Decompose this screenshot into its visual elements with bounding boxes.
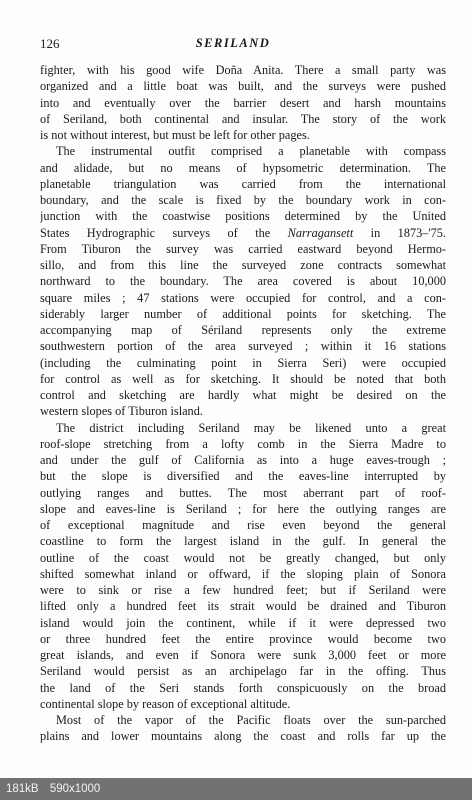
page-header xyxy=(22,36,444,54)
page-number: 126 xyxy=(40,36,60,51)
text-line: (including the culminating point in Sierra Seri) were occupied xyxy=(40,355,446,370)
text-line: of Seriland, both continental and insular. The story of the work xyxy=(40,111,446,126)
text-line: square miles ; 47 stations were occupied for control, and a con- xyxy=(40,290,446,305)
text-line: planetable triangulation was carried from the international xyxy=(40,176,446,191)
text-line: siderably larger number of additional points for sketching. The xyxy=(40,306,446,321)
text-line: organized and a little boat was built, and the surveys were pushed xyxy=(40,79,446,94)
text-line: sillo, and from this line the surveyed zone contracts somewhat xyxy=(40,258,446,272)
text-line: plains and lower mountains along the coast and rolls far up the xyxy=(40,729,446,744)
text-line: coastline to form the largest island in the gulf. In general the xyxy=(40,534,446,549)
text-line: The instrumental outfit comprised a planetable with compass xyxy=(56,144,446,159)
text-line: and alidade, but no means of hypsometric determination. The xyxy=(40,160,446,175)
body-text xyxy=(40,62,446,745)
text-line: for control as well as for sketching. It should be noted that both xyxy=(40,371,446,386)
text-line: Most of the vapor of the Pacific floats over the sun-parched xyxy=(56,713,446,727)
text-line: of exceptional magnitude and rise even beyond the general xyxy=(40,518,446,532)
text-line: great islands, and even if Sonora were sunk 3,000 feet or more xyxy=(40,648,446,662)
text-line: The district including Seriland may be likened unto a great xyxy=(56,420,446,435)
text-line: continental slope by reason of exceptional altitude. xyxy=(40,696,291,711)
text-line: control and sketching are hardly what might be desired on the xyxy=(40,388,446,402)
text-line: is not without interest, but must be left for other pages. xyxy=(40,128,310,142)
text-line: the land of the Seri stands forth conspicuously on the broad xyxy=(40,680,446,695)
text-line: slope and eaves-line is Seriland ; for here the outlying ranges are xyxy=(40,501,446,516)
text-line: lifted only a hundred feet its strait would be drained and Tiburon xyxy=(40,599,446,614)
text-line: southwestern portion of the area surveyed ; within it 16 stations xyxy=(40,339,446,354)
text-line: but the slope is diversified and the eaves-line interrupted by xyxy=(40,469,446,484)
text-line: were to sink or rise a few hundred feet; but if Seriland were xyxy=(40,583,446,597)
text-line: and under the gulf of California as into a huge eaves-trough ; xyxy=(40,453,446,467)
text-line: western slopes of Tiburon island. xyxy=(40,404,203,419)
text-line: roof-slope stretching from a lofty comb in the Sierra Madre to xyxy=(40,436,446,451)
running-title: SERILAND xyxy=(195,36,271,50)
text-line: fighter, with his good wife Doña Anita. There a small party was xyxy=(40,63,446,77)
text-line: outline of the coast would not be greatly changed, but only xyxy=(40,550,446,565)
image-dimensions: 590x1000 xyxy=(49,783,101,795)
text-line: northward to the boundary. The area covered is about 10,000 xyxy=(40,274,446,289)
text-line: shifted somewhat inland or offward, if the sloping plain of Sonora xyxy=(40,566,446,581)
text-line: accompanying map of Sériland represents only the extreme xyxy=(40,323,446,337)
text-line: Seriland would persist as an archipelago far in the offing. Thus xyxy=(40,664,446,679)
text-line: or three hundred feet the entire province would become two xyxy=(40,631,446,646)
text-line: outlying ranges and buttes. The most aberrant part of roof- xyxy=(40,485,446,500)
text-line: From Tiburon the survey was carried eastward beyond Hermo- xyxy=(40,241,446,256)
text-line: boundary, and the scale is fixed by the boundary work in con- xyxy=(40,193,446,207)
text-line: States Hydrographic surveys of the Narragansett in 1873–'75. xyxy=(40,225,446,240)
text-line: island would join the continent, while if it were depressed two xyxy=(40,615,446,630)
text-line: junction with the coastwise positions determined by the United xyxy=(40,209,446,224)
text-line: into and eventually over the barrier desert and harsh mountains xyxy=(40,95,446,110)
image-info-bar xyxy=(0,778,472,800)
file-size: 181kB xyxy=(6,783,39,795)
